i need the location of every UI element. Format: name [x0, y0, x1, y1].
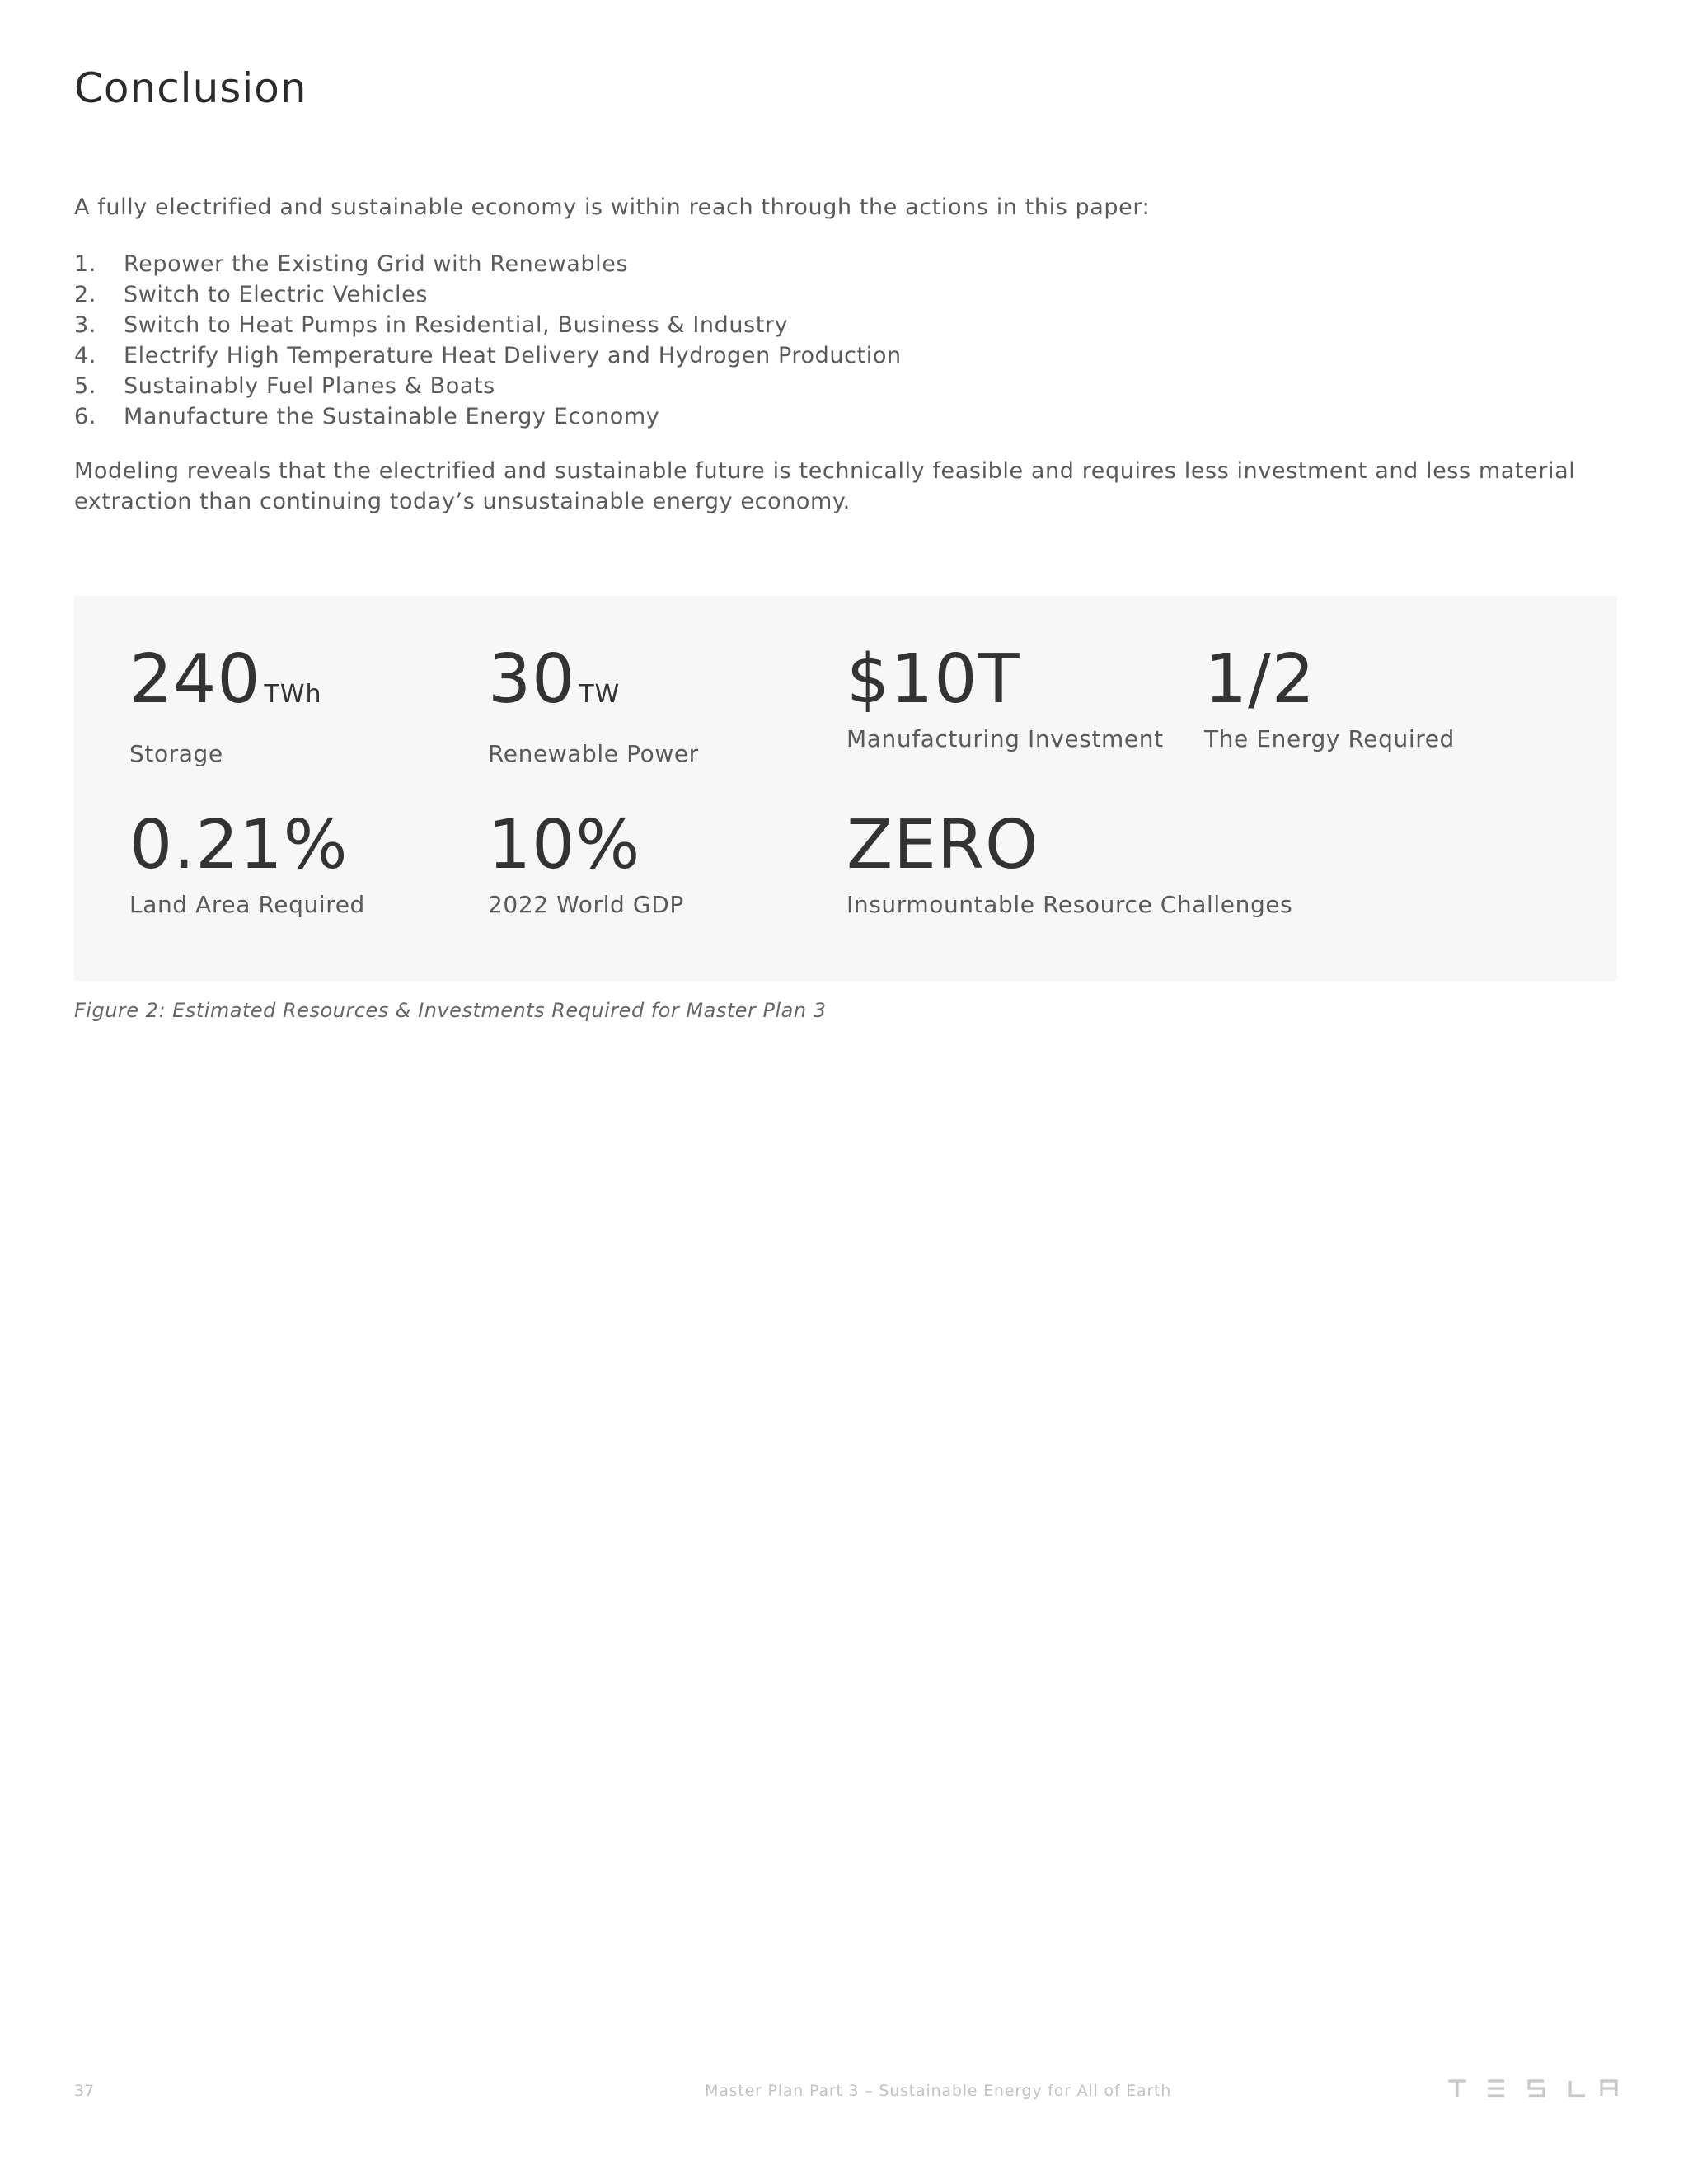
list-number: 6.	[74, 404, 96, 429]
page-title: Conclusion	[74, 64, 307, 112]
stat-value-row	[1204, 640, 1455, 719]
stat-value: 10%	[488, 806, 641, 884]
stat-value-row	[846, 640, 1164, 719]
list-item	[74, 340, 902, 371]
stat-world-gdp	[488, 806, 684, 918]
stat-value: $10T	[846, 640, 1020, 719]
actions-list	[74, 249, 902, 432]
list-number: 4.	[74, 343, 96, 368]
stat-label: Insurmountable Resource Challenges	[846, 891, 1293, 918]
list-number: 3.	[74, 312, 96, 338]
stat-label: Land Area Required	[129, 891, 365, 918]
stat-label: The Energy Required	[1204, 725, 1455, 752]
summary-paragraph: Modeling reveals that the electrified and sustainable future is technically feasible and requires less investment and less material extraction than continuing today’s unsustainable energy economy.	[74, 458, 1576, 514]
list-item	[74, 279, 902, 310]
list-text: Repower the Existing Grid with Renewables	[124, 251, 629, 277]
stat-resource-challenges	[846, 806, 1293, 918]
stat-land-area	[129, 806, 365, 918]
stat-value: 240	[129, 640, 261, 719]
stat-value-row	[846, 806, 1292, 884]
list-number: 5.	[74, 373, 96, 399]
stat-value: 0.21%	[129, 806, 349, 884]
stat-label: Manufacturing Investment	[846, 725, 1164, 752]
page-number: 37	[74, 2082, 95, 2100]
stat-value: ZERO	[846, 806, 1039, 884]
stat-value-row	[488, 640, 699, 729]
stat-storage	[129, 640, 322, 767]
stat-value-row	[129, 640, 322, 729]
figure-stats-panel	[74, 596, 1617, 981]
stat-value-row	[488, 806, 684, 884]
list-text: Manufacture the Sustainable Energy Economy	[124, 404, 660, 429]
list-item	[74, 401, 902, 432]
footer-doc-title: Master Plan Part 3 – Sustainable Energy for All of Earth	[705, 2082, 1172, 2100]
tesla-wordmark-icon	[1447, 2079, 1620, 2100]
stat-value-row	[129, 806, 365, 884]
stat-label: Renewable Power	[488, 740, 699, 767]
stat-value: 30	[488, 640, 576, 719]
list-text: Electrify High Temperature Heat Delivery and Hydrogen Production	[124, 343, 902, 368]
list-item	[74, 249, 902, 279]
list-number: 1.	[74, 251, 96, 277]
intro-paragraph: A fully electrified and sustainable economy is within reach through the actions in this paper:	[74, 194, 1151, 220]
figure-caption: Figure 2: Estimated Resources & Investments Required for Master Plan 3	[74, 999, 827, 1022]
stat-unit: TW	[579, 680, 621, 709]
stat-value: 1/2	[1204, 640, 1315, 719]
stat-label: Storage	[129, 740, 223, 767]
stat-manufacturing-investment	[846, 640, 1164, 752]
stat-label: 2022 World GDP	[488, 891, 684, 918]
list-item	[74, 310, 902, 340]
stat-renewable-power	[488, 640, 699, 767]
list-text: Switch to Electric Vehicles	[124, 282, 428, 307]
list-item	[74, 371, 902, 401]
stat-energy-required	[1204, 640, 1455, 752]
list-number: 2.	[74, 282, 96, 307]
list-text: Switch to Heat Pumps in Residential, Business & Industry	[124, 312, 789, 338]
list-text: Sustainably Fuel Planes & Boats	[124, 373, 495, 399]
stat-unit: TWh	[264, 680, 322, 709]
